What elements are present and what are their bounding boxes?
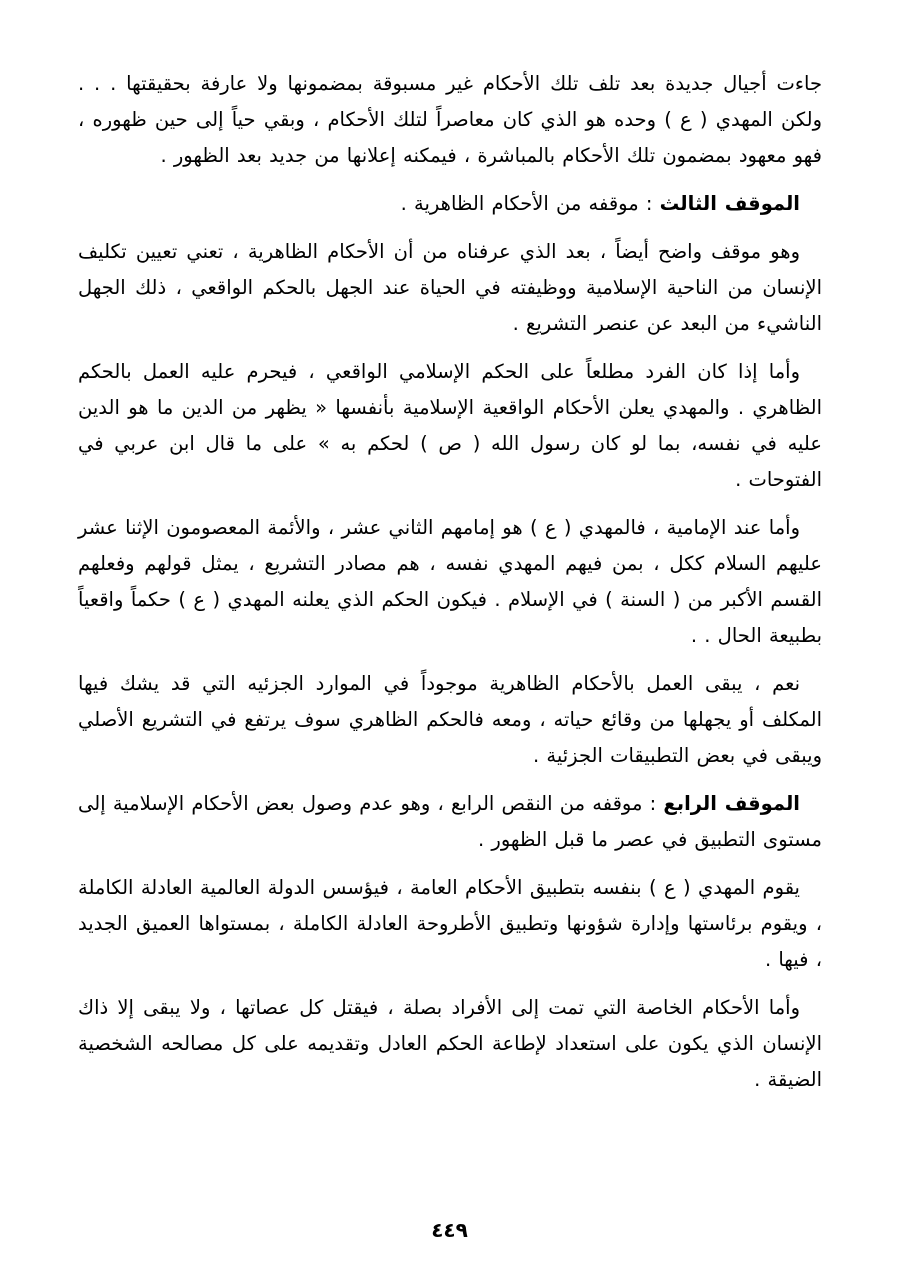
page-number: ٤٤٩	[431, 1218, 468, 1242]
paragraph	[78, 666, 822, 774]
paragraph-text: : موقفه من النقص الرابع ، وهو عدم وصول بعض الأحكام الإسلامية إلى مستوى التطبيق في عصر ما قبل الظهور .	[78, 792, 822, 851]
paragraph-text: جاءت أجيال جديدة بعد تلف تلك الأحكام غير مسبوقة بمضمونها ولا عارفة بحقيقتها . . . ولكن المهدي ( ع ) وحده هو الذي كان معاصراً لتلك الأحكام ، وبقي حياً إلى حين ظهوره ، فهو معهود بمضمون تلك الأحكام بالمباشرة ، فيمكنه إعلانها من جديد بعد الظهور .	[78, 72, 822, 167]
paragraph-fourth-stance-heading	[78, 786, 822, 858]
paragraph-text: وهو موقف واضح أيضاً ، بعد الذي عرفناه من أن الأحكام الظاهرية ، تعني تعيين تكليف الإنسان من الناحية الإسلامية ووظيفته في الحياة عند الجهل بالحكم الواقعي ، ذلك الجهل الناشيء من البعد عن عنصر التشريع .	[78, 240, 822, 335]
paragraph-third-stance-heading	[78, 186, 822, 222]
page-body	[78, 66, 822, 1110]
paragraph	[78, 234, 822, 342]
paragraph	[78, 354, 822, 498]
paragraph	[78, 990, 822, 1098]
paragraph-text: نعم ، يبقى العمل بالأحكام الظاهرية موجوداً في الموارد الجزئيه التي قد يشك فيها المكلف أو يجهلها من وقائع حياته ، ومعه فالحكم الظاهري سوف يرتفع في التشريع الأصلي ويبقى في بعض التطبيقات الجزئية .	[78, 672, 822, 767]
paragraph-continuation	[78, 66, 822, 174]
paragraph	[78, 870, 822, 978]
section-heading-label: الموقف الثالث	[659, 192, 800, 215]
paragraph-text: وأما عند الإمامية ، فالمهدي ( ع ) هو إمامهم الثاني عشر ، والأئمة المعصومون الإثنا عشر عليهم السلام ككل ، بمن فيهم المهدي نفسه ، هم مصادر التشريع ، يمثل قولهم وفعلهم القسم الأكبر من ( السنة ) في الإسلام . فيكون الحكم الذي يعلنه المهدي ( ع ) حكماً واقعياً بطبيعة الحال . .	[78, 516, 822, 647]
paragraph	[78, 510, 822, 654]
paragraph-text: وأما الأحكام الخاصة التي تمت إلى الأفراد بصلة ، فيقتل كل عصاتها ، ولا يبقى إلا ذاك الإنسان الذي يكون على استعداد لإطاعة الحكم العادل وتقديمه على كل مصالحه الشخصية الضيقة .	[78, 996, 822, 1091]
section-heading-label: الموقف الرابع	[663, 792, 800, 815]
paragraph-text: وأما إذا كان الفرد مطلعاً على الحكم الإسلامي الواقعي ، فيحرم عليه العمل بالحكم الظاهري . والمهدي يعلن الأحكام الواقعية الإسلامية بأنفسها « يظهر من الدين ما هو الدين عليه في نفسه، بما لو كان رسول الله ( ص ) لحكم به » على ما قال ابن عربي في الفتوحات .	[78, 360, 822, 491]
paragraph-text: : موقفه من الأحكام الظاهرية .	[400, 192, 660, 215]
paragraph-text: يقوم المهدي ( ع ) بنفسه بتطبيق الأحكام العامة ، فيؤسس الدولة العالمية العادلة الكاملة ، ويقوم برئاستها وإدارة شؤونها وتطبيق الأطروحة العادلة الكاملة ، بمستواها العميق الجديد ، فيها .	[78, 876, 822, 971]
